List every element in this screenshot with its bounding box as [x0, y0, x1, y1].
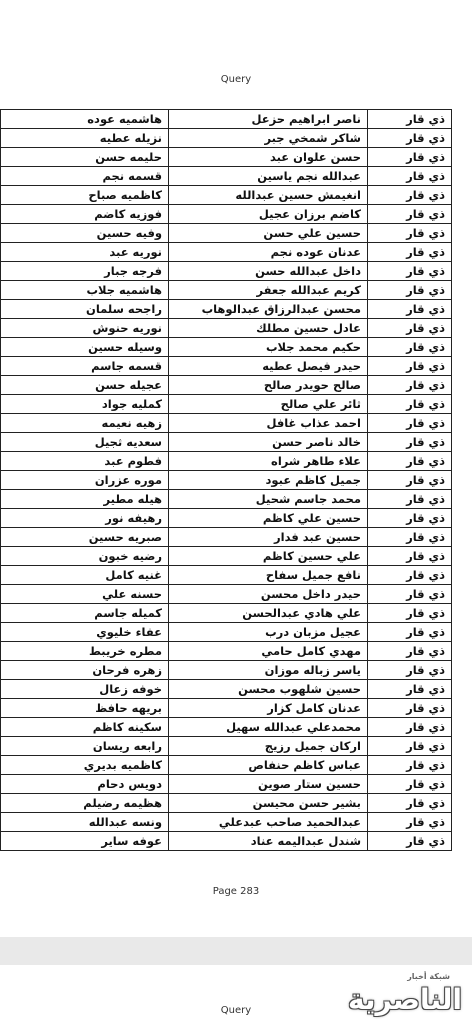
watermark-small-text: شبكة أخبار: [407, 972, 450, 981]
mother-name-cell: كمليه جواد: [1, 395, 169, 414]
governorate-cell: ذي قار: [368, 490, 452, 509]
mother-name-cell: هظيمه رضيلم: [1, 794, 169, 813]
name-cell: شندل عبداليمه عناد: [169, 832, 368, 851]
mother-name-cell: رضيه خبون: [1, 547, 169, 566]
table-row: [1, 718, 452, 737]
governorate-cell: ذي قار: [368, 775, 452, 794]
table-row: [1, 433, 452, 452]
mother-name-cell: كاظميه صباح: [1, 186, 169, 205]
mother-name-cell: فوزيه كاضم: [1, 205, 169, 224]
mother-name-cell: حليمه حسن: [1, 148, 169, 167]
mother-name-cell: وفيه حسين: [1, 224, 169, 243]
governorate-cell: ذي قار: [368, 262, 452, 281]
mother-name-cell: زهره فرحان: [1, 661, 169, 680]
governorate-cell: ذي قار: [368, 547, 452, 566]
name-cell: عادل حسين مطلك: [169, 319, 368, 338]
governorate-cell: ذي قار: [368, 414, 452, 433]
table-row: [1, 319, 452, 338]
governorate-cell: ذي قار: [368, 794, 452, 813]
mother-name-cell: عوفه ساير: [1, 832, 169, 851]
table-row: [1, 452, 452, 471]
names-table: [0, 109, 452, 851]
governorate-cell: ذي قار: [368, 357, 452, 376]
watermark-logo: [338, 970, 466, 1020]
governorate-cell: ذي قار: [368, 319, 452, 338]
page-number: Page 283: [212, 886, 260, 897]
governorate-cell: ذي قار: [368, 433, 452, 452]
name-cell: عبدالله نجم ياسين: [169, 167, 368, 186]
table-row: [1, 566, 452, 585]
next-page-header: Query: [220, 1005, 252, 1016]
mother-name-cell: مطره خريبط: [1, 642, 169, 661]
name-cell: حكيم محمد جلاب: [169, 338, 368, 357]
name-cell: محمد جاسم شحيل: [169, 490, 368, 509]
name-cell: حيدر داخل محسن: [169, 585, 368, 604]
table-row: [1, 680, 452, 699]
table-row: [1, 585, 452, 604]
name-cell: عباس كاظم حنفاص: [169, 756, 368, 775]
governorate-cell: ذي قار: [368, 566, 452, 585]
name-cell: حسين علي كاظم: [169, 509, 368, 528]
table-row: [1, 281, 452, 300]
mother-name-cell: كميله جاسم: [1, 604, 169, 623]
name-cell: خالد ناصر حسن: [169, 433, 368, 452]
mother-name-cell: دويس دحام: [1, 775, 169, 794]
table-row: [1, 832, 452, 851]
name-cell: عجيل مزبان درب: [169, 623, 368, 642]
table-row: [1, 357, 452, 376]
governorate-cell: ذي قار: [368, 167, 452, 186]
name-cell: علاء طاهر شراه: [169, 452, 368, 471]
table-row: [1, 528, 452, 547]
mother-name-cell: نزيله عطيه: [1, 129, 169, 148]
governorate-cell: ذي قار: [368, 186, 452, 205]
mother-name-cell: رابعه ريسان: [1, 737, 169, 756]
table-row: [1, 395, 452, 414]
governorate-cell: ذي قار: [368, 718, 452, 737]
governorate-cell: ذي قار: [368, 205, 452, 224]
governorate-cell: ذي قار: [368, 300, 452, 319]
governorate-cell: ذي قار: [368, 604, 452, 623]
mother-name-cell: حسنه علي: [1, 585, 169, 604]
name-cell: حسن علوان عبد: [169, 148, 368, 167]
mother-name-cell: عفاء خليوي: [1, 623, 169, 642]
governorate-cell: ذي قار: [368, 737, 452, 756]
mother-name-cell: ونسه عبدالله: [1, 813, 169, 832]
governorate-cell: ذي قار: [368, 395, 452, 414]
name-cell: حيدر فيصل عطيه: [169, 357, 368, 376]
name-cell: مهدي كامل حامي: [169, 642, 368, 661]
mother-name-cell: فطوم عبد: [1, 452, 169, 471]
mother-name-cell: نوريه عبد: [1, 243, 169, 262]
mother-name-cell: موره عزران: [1, 471, 169, 490]
mother-name-cell: فرجه جبار: [1, 262, 169, 281]
table-row: [1, 794, 452, 813]
governorate-cell: ذي قار: [368, 224, 452, 243]
name-cell: ياسر زباله موزان: [169, 661, 368, 680]
mother-name-cell: راجحه سلمان: [1, 300, 169, 319]
name-cell: اركان جميل رزيج: [169, 737, 368, 756]
governorate-cell: ذي قار: [368, 528, 452, 547]
governorate-cell: ذي قار: [368, 813, 452, 832]
name-cell: حسين عبد فدار: [169, 528, 368, 547]
watermark-big-text: الناصرية: [347, 983, 462, 1016]
name-cell: حسين شلهوب محسن: [169, 680, 368, 699]
table-row: [1, 148, 452, 167]
table-row: [1, 509, 452, 528]
mother-name-cell: هيله مطير: [1, 490, 169, 509]
table-row: [1, 737, 452, 756]
table-row: [1, 129, 452, 148]
name-cell: ناصر ابراهيم حزعل: [169, 110, 368, 129]
table-row: [1, 414, 452, 433]
name-cell: عدنان كامل كزار: [169, 699, 368, 718]
table-row: [1, 813, 452, 832]
table-row: [1, 775, 452, 794]
governorate-cell: ذي قار: [368, 642, 452, 661]
table-row: [1, 623, 452, 642]
mother-name-cell: نوريه حنوش: [1, 319, 169, 338]
name-cell: احمد عذاب غافل: [169, 414, 368, 433]
governorate-cell: ذي قار: [368, 585, 452, 604]
table-row: [1, 167, 452, 186]
governorate-cell: ذي قار: [368, 338, 452, 357]
name-cell: محسن عبدالرزاق عبدالوهاب: [169, 300, 368, 319]
mother-name-cell: قسمه نجم: [1, 167, 169, 186]
table-row: [1, 243, 452, 262]
governorate-cell: ذي قار: [368, 680, 452, 699]
governorate-cell: ذي قار: [368, 756, 452, 775]
table-row: [1, 699, 452, 718]
governorate-cell: ذي قار: [368, 832, 452, 851]
governorate-cell: ذي قار: [368, 148, 452, 167]
name-cell: صالح حويدر صالح: [169, 376, 368, 395]
page-header: Query: [220, 74, 252, 85]
table-row: [1, 376, 452, 395]
governorate-cell: ذي قار: [368, 281, 452, 300]
name-cell: نافع جميل سفاح: [169, 566, 368, 585]
mother-name-cell: زهيه نعيمه: [1, 414, 169, 433]
name-cell: علي هادي عبدالحسن: [169, 604, 368, 623]
table-row: [1, 471, 452, 490]
name-cell: شاكر شمخي جبر: [169, 129, 368, 148]
name-cell: ثائر علي صالح: [169, 395, 368, 414]
mother-name-cell: بريهه حافظ: [1, 699, 169, 718]
name-cell: حسين ستار صوين: [169, 775, 368, 794]
table-row: [1, 300, 452, 319]
table-row: [1, 756, 452, 775]
name-cell: كريم عبدالله جعفر: [169, 281, 368, 300]
table-row: [1, 110, 452, 129]
governorate-cell: ذي قار: [368, 110, 452, 129]
table-row: [1, 642, 452, 661]
mother-name-cell: سعديه ثجيل: [1, 433, 169, 452]
mother-name-cell: وسيله حسين: [1, 338, 169, 357]
name-cell: حسين علي حسن: [169, 224, 368, 243]
table-row: [1, 661, 452, 680]
mother-name-cell: كاظميه بديري: [1, 756, 169, 775]
table-row: [1, 604, 452, 623]
table-row: [1, 547, 452, 566]
name-cell: جميل كاظم عبود: [169, 471, 368, 490]
table-row: [1, 490, 452, 509]
governorate-cell: ذي قار: [368, 699, 452, 718]
mother-name-cell: غنيه كامل: [1, 566, 169, 585]
table-row: [1, 338, 452, 357]
mother-name-cell: هاشميه عوده: [1, 110, 169, 129]
mother-name-cell: صبريه حسين: [1, 528, 169, 547]
governorate-cell: ذي قار: [368, 509, 452, 528]
governorate-cell: ذي قار: [368, 129, 452, 148]
governorate-cell: ذي قار: [368, 623, 452, 642]
table-row: [1, 205, 452, 224]
governorate-cell: ذي قار: [368, 471, 452, 490]
mother-name-cell: رهيفه نور: [1, 509, 169, 528]
mother-name-cell: خوفه زعال: [1, 680, 169, 699]
governorate-cell: ذي قار: [368, 376, 452, 395]
governorate-cell: ذي قار: [368, 661, 452, 680]
name-cell: داخل عبدالله حسن: [169, 262, 368, 281]
name-cell: كاضم برزان عجيل: [169, 205, 368, 224]
mother-name-cell: هاشميه جلاب: [1, 281, 169, 300]
name-cell: انغيمش حسين عبدالله: [169, 186, 368, 205]
mother-name-cell: عجيله حسن: [1, 376, 169, 395]
name-cell: محمدعلي عبدالله سهيل: [169, 718, 368, 737]
mother-name-cell: قسمه جاسم: [1, 357, 169, 376]
mother-name-cell: سكينه كاظم: [1, 718, 169, 737]
governorate-cell: ذي قار: [368, 452, 452, 471]
name-cell: عبدالحميد صاحب عبدعلي: [169, 813, 368, 832]
name-cell: عدنان عوده نجم: [169, 243, 368, 262]
name-cell: بشير حسن محيسن: [169, 794, 368, 813]
table-row: [1, 186, 452, 205]
table-row: [1, 262, 452, 281]
name-cell: علي حسين كاظم: [169, 547, 368, 566]
governorate-cell: ذي قار: [368, 243, 452, 262]
table-row: [1, 224, 452, 243]
